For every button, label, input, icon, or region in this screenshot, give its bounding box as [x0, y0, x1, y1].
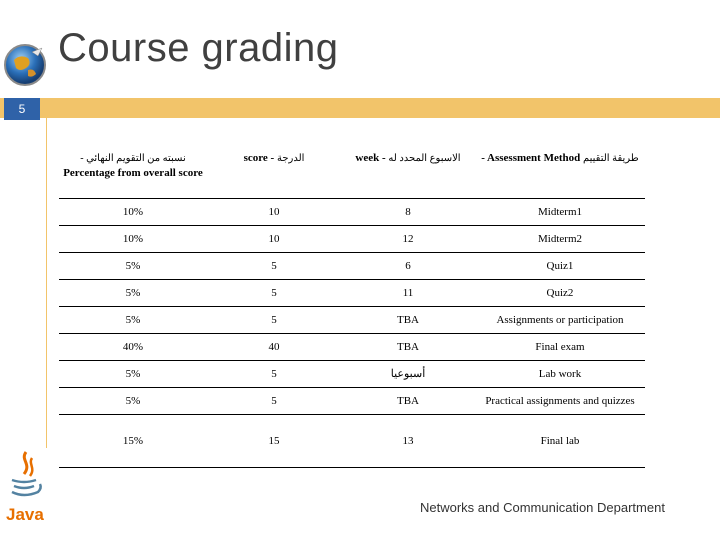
cell-score: 5 — [271, 367, 277, 380]
cell-method: Quiz2 — [546, 286, 574, 299]
cell-week: 6 — [405, 259, 411, 272]
cell-week: TBA — [397, 313, 419, 326]
cell-method: Midterm2 — [538, 232, 582, 245]
svg-text:Java: Java — [6, 505, 44, 524]
cell-score: 5 — [271, 313, 277, 326]
cell-score: 40 — [268, 340, 280, 353]
slide-number-badge: 5 — [4, 98, 40, 120]
cell-percent: 10% — [122, 205, 144, 218]
table-row — [59, 198, 645, 225]
accent-bar — [0, 98, 720, 118]
cell-score: 10 — [268, 232, 280, 245]
table-row — [59, 360, 645, 387]
table-row — [59, 225, 645, 252]
header-week — [341, 144, 475, 198]
cell-week: 11 — [402, 286, 414, 299]
footer-department: Networks and Communication Department — [420, 500, 665, 515]
header-method — [475, 144, 645, 198]
cell-week: TBA — [397, 340, 419, 353]
globe-logo-icon — [2, 42, 48, 88]
cell-score: 5 — [271, 259, 277, 272]
table-header-row — [59, 144, 645, 198]
header-score-en: score - — [243, 152, 275, 164]
cell-method: Midterm1 — [538, 205, 582, 218]
cell-percent: 5% — [125, 394, 141, 407]
table-row — [59, 252, 645, 279]
header-method-en: - Assessment Method — [481, 152, 581, 164]
grading-table — [59, 144, 645, 468]
table-row — [59, 387, 645, 414]
cell-score: 10 — [268, 205, 280, 218]
cell-week: أسبوعيا — [390, 368, 426, 380]
cell-week: 13 — [402, 434, 414, 447]
table-row — [59, 333, 645, 360]
cell-week: 12 — [402, 232, 414, 245]
header-score — [207, 144, 341, 198]
table-row — [59, 279, 645, 306]
header-score-ar: الدرجة — [276, 153, 305, 164]
cell-week: TBA — [397, 394, 419, 407]
cell-method: Quiz1 — [546, 259, 574, 272]
java-logo-icon — [2, 448, 48, 526]
cell-method: Final lab — [540, 434, 580, 447]
header-week-en: week - — [355, 152, 386, 164]
cell-percent: 10% — [122, 232, 144, 245]
page-title: Course grading — [58, 26, 339, 70]
cell-score: 5 — [271, 286, 277, 299]
cell-percent: 5% — [125, 367, 141, 380]
header-percentage-ar: - نسبته من التقويم النهائي — [80, 153, 186, 164]
cell-method: Final exam — [535, 340, 585, 353]
cell-percent: 40% — [122, 340, 144, 353]
cell-percent: 5% — [125, 313, 141, 326]
timeline-divider — [46, 118, 47, 448]
cell-score: 5 — [271, 394, 277, 407]
cell-percent: 5% — [125, 259, 141, 272]
table-row — [59, 306, 645, 333]
cell-method: Lab work — [538, 367, 582, 380]
header-method-ar: طريقة التقييم — [582, 153, 639, 164]
cell-percent: 15% — [122, 434, 144, 447]
cell-method: Assignments or participation — [496, 313, 624, 326]
header-week-ar: الاسبوع المحدد له — [388, 153, 461, 164]
header-percentage — [59, 144, 207, 198]
cell-score: 15 — [268, 434, 280, 447]
cell-week: 8 — [405, 205, 411, 218]
cell-percent: 5% — [125, 286, 141, 299]
cell-method: Practical assignments and quizzes — [485, 394, 635, 407]
table-row — [59, 414, 645, 467]
header-percentage-en: Percentage from overall score — [63, 167, 203, 179]
